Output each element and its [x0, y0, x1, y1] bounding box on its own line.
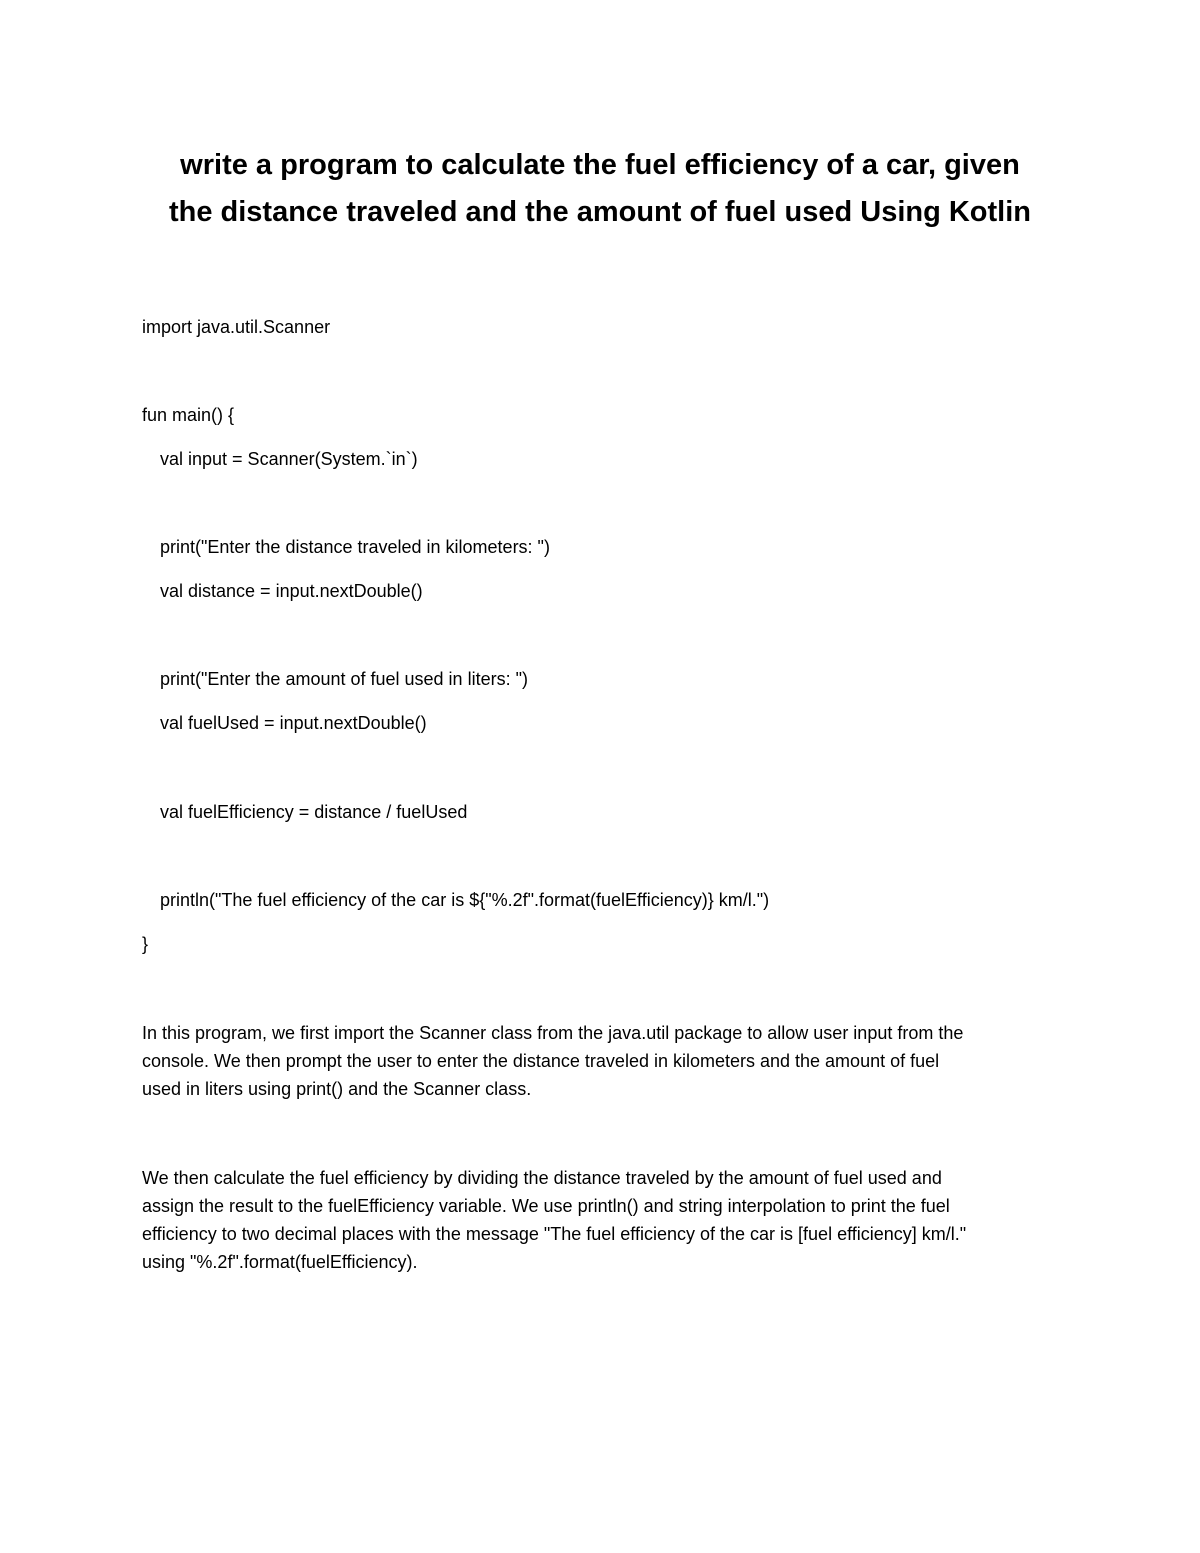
code-line-print-fuel: print("Enter the amount of fuel used in liters: ") [160, 669, 528, 689]
paragraph-2-line-4: using "%.2f".format(fuelEfficiency). [142, 1252, 418, 1272]
paragraph-1-line-1: In this program, we first import the Scanner class from the java.util package to allow user input from the [142, 1023, 964, 1043]
code-line-fun-main: fun main() { [142, 405, 235, 425]
explanation-paragraph-1 [142, 1019, 1062, 1103]
code-line-val-fuel-efficiency: val fuelEfficiency = distance / fuelUsed [160, 802, 468, 822]
paragraph-1-line-2: console. We then prompt the user to enter the distance traveled in kilometers and the amount of fuel [142, 1051, 940, 1071]
paragraph-1-line-3: used in liters using print() and the Scanner class. [142, 1079, 532, 1099]
code-line-closing-brace: } [142, 934, 149, 954]
code-line-println: println("The fuel efficiency of the car is ${"%.2f".format(fuelEfficiency)} km/l.") [160, 890, 770, 910]
code-line-val-distance: val distance = input.nextDouble() [160, 581, 423, 601]
paragraph-2-line-2: assign the result to the fuelEfficiency variable. We use println() and string interpolation to print the fuel [142, 1196, 950, 1216]
explanation-paragraph-2 [142, 1164, 1062, 1276]
code-line-val-fuel-used: val fuelUsed = input.nextDouble() [160, 713, 427, 733]
document-title-line-1: write a program to calculate the fuel efficiency of a car, given [180, 149, 1020, 181]
document-title-line-2: the distance traveled and the amount of fuel used Using Kotlin [168, 196, 1032, 228]
code-line-val-input: val input = Scanner(System.`in`) [160, 449, 418, 469]
paragraph-2-line-3: efficiency to two decimal places with the message "The fuel efficiency of the car is [fuel efficiency] km/l." [142, 1224, 967, 1244]
code-line-import: import java.util.Scanner [142, 317, 331, 337]
code-line-print-distance: print("Enter the distance traveled in kilometers: ") [160, 537, 550, 557]
paragraph-2-line-1: We then calculate the fuel efficiency by dividing the distance traveled by the amount of fuel used and [142, 1168, 942, 1188]
